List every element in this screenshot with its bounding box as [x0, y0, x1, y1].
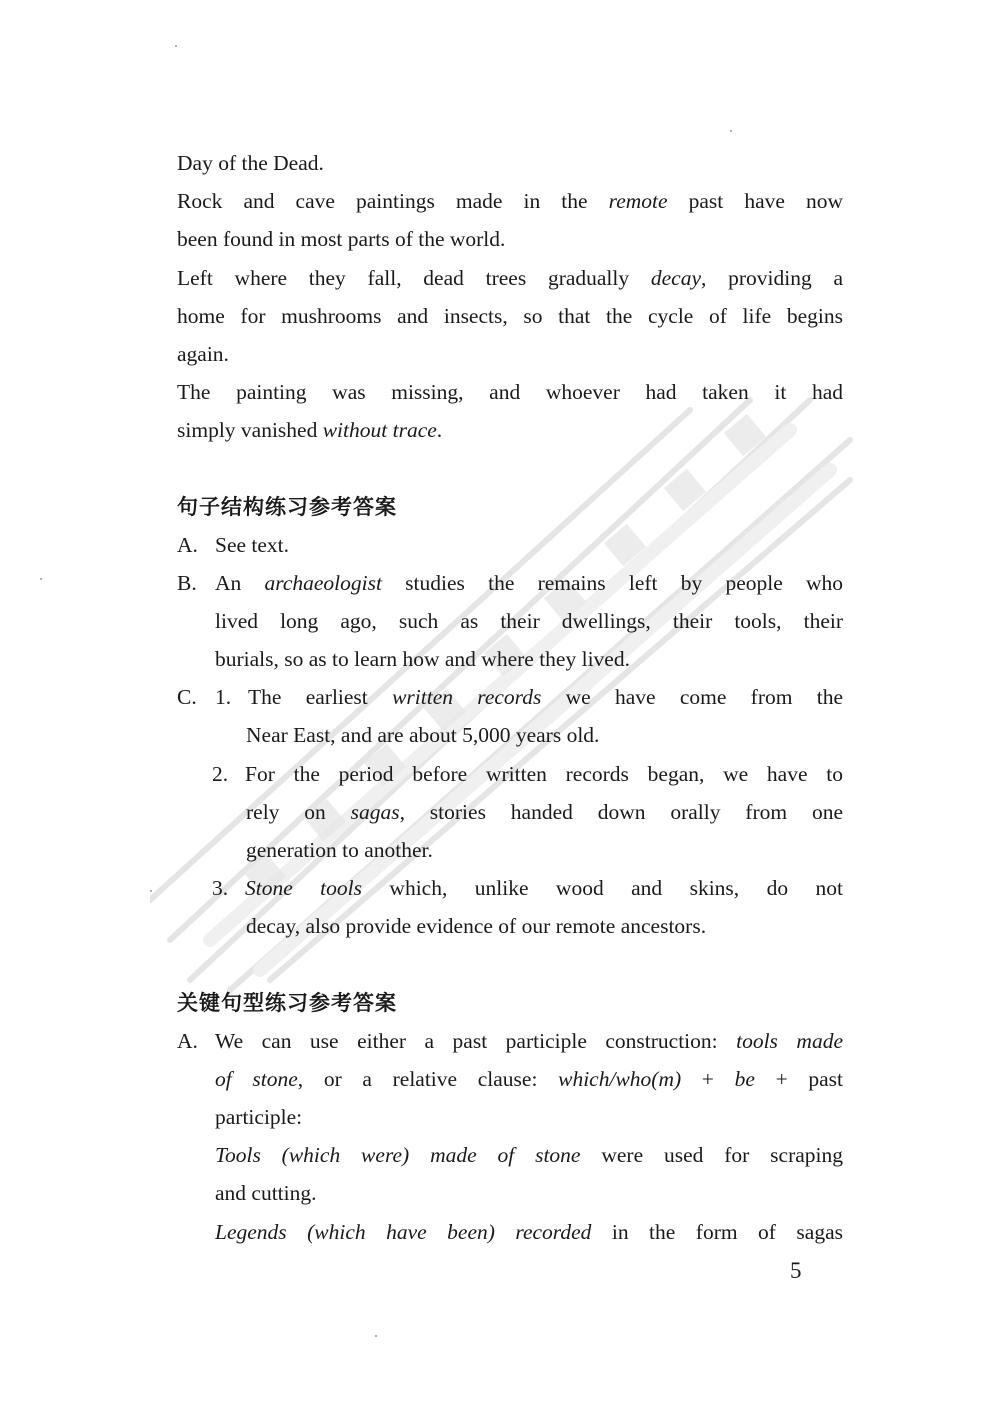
italic-term: of stone: [215, 1066, 298, 1091]
italic-term: decay: [650, 265, 702, 290]
italic-term: written records: [392, 685, 542, 710]
sentence-text: home for mushrooms and insects, so that the cycle of life begins: [177, 303, 843, 328]
answer-c1-line: [177, 678, 843, 716]
example-line: [177, 1136, 843, 1174]
answer-c2-line: [177, 793, 843, 831]
item-number: 3.: [212, 876, 229, 901]
sentence-text: past have now: [667, 189, 844, 214]
sentence-text: simply vanished: [177, 418, 323, 443]
answer-b-line: [177, 640, 843, 678]
answer-text: generation to another.: [246, 838, 433, 862]
answer-text: +: [681, 1066, 735, 1091]
answer-c2-line: [177, 755, 843, 793]
answer-text: decay, also provide evidence of our remote ancestors.: [246, 914, 707, 939]
example-line: [177, 1174, 843, 1212]
section-heading-key-structures: 关键句型练习参考答案: [177, 990, 397, 1015]
answer-text: Near East, and are about 5,000 years old.: [246, 723, 600, 748]
text-line: [177, 297, 843, 335]
answer-text: burials, so as to learn how and where they lived.: [215, 647, 630, 672]
sentence-text: Day of the Dead.: [177, 151, 324, 175]
scan-speck: [150, 890, 152, 892]
italic-term: archaeologist: [264, 570, 382, 595]
answer-a-line: [177, 1060, 843, 1098]
text-line: [177, 220, 843, 258]
answer-b-line: [177, 602, 843, 640]
example-text: were used for scraping: [580, 1143, 844, 1168]
text-line: [177, 411, 843, 449]
answer-text: For the period before written records began, we have to: [245, 761, 843, 786]
italic-term: tools made: [736, 1028, 843, 1053]
italic-term: sagas: [350, 799, 400, 824]
scan-speck: [375, 1335, 377, 1337]
italic-term: Legends: [215, 1219, 287, 1244]
answer-label: A.: [177, 1028, 198, 1053]
answer-b-line: [177, 564, 843, 602]
page-content: [177, 144, 843, 1251]
italic-term: which/who(m): [558, 1066, 682, 1091]
answer-text: The earliest: [248, 685, 393, 710]
italic-term: without trace: [322, 418, 437, 443]
scan-speck: [730, 130, 732, 132]
sentence-text: been found in most parts of the world.: [177, 227, 506, 252]
answer-text: See text.: [215, 532, 290, 557]
sentence-text: .: [436, 418, 443, 443]
answer-c1-line: [177, 716, 843, 754]
answer-c2-line: [177, 831, 843, 869]
sentence-text: Rock and cave paintings made in the: [177, 189, 609, 214]
answer-text: we have come from the: [541, 685, 843, 710]
answer-c3-line: [177, 907, 843, 945]
text-line: [177, 144, 843, 182]
sentence-text: The painting was missing, and whoever had taken it had: [177, 380, 843, 405]
scan-speck: [175, 45, 177, 47]
answer-c3-line: [177, 869, 843, 907]
example-text: in the form of sagas: [591, 1219, 843, 1244]
italic-term: remote: [608, 189, 668, 214]
italic-term: be: [734, 1066, 755, 1091]
sentence-text: , providing a: [701, 265, 844, 290]
answer-text: , stories handed down orally from one: [399, 799, 843, 824]
answer-text: which, unlike wood and skins, do not: [362, 876, 843, 901]
sentence-text: again.: [177, 341, 229, 366]
italic-term: recorded: [515, 1219, 592, 1244]
text-line: [177, 373, 843, 411]
answer-a-line: [177, 1022, 843, 1060]
text-line: [177, 335, 843, 373]
italic-term: Tools: [215, 1143, 261, 1168]
answer-text: + past: [754, 1066, 843, 1091]
answer-text: We can use either a past participle construction:: [215, 1028, 737, 1053]
section-heading-sentence-structure: 句子结构练习参考答案: [177, 494, 397, 519]
answer-text: An: [215, 570, 265, 595]
answer-text: rely on: [246, 799, 351, 824]
answer-text: lived long ago, such as their dwellings, their tools, their: [215, 608, 843, 633]
page-number: 5: [790, 1258, 802, 1283]
italic-term: (which have been): [286, 1219, 516, 1244]
answer-text: , or a relative clause:: [297, 1066, 559, 1091]
answer-label: C.: [177, 685, 197, 710]
sentence-text: Left where they fall, dead trees gradually: [177, 265, 651, 290]
example-line: [177, 1213, 843, 1251]
answer-text: studies the remains left by people who: [381, 570, 843, 595]
answer-a: [177, 526, 843, 564]
italic-term: Stone tools: [245, 876, 362, 901]
text-line: [177, 182, 843, 220]
italic-term: made of stone: [430, 1143, 581, 1168]
text-line: [177, 259, 843, 297]
answer-label: B.: [177, 570, 197, 595]
italic-term: (which were): [260, 1143, 431, 1168]
example-text: and cutting.: [215, 1181, 317, 1206]
answer-text: participle:: [215, 1104, 303, 1129]
scan-speck: [40, 578, 42, 580]
answer-a-line: [177, 1098, 843, 1136]
item-number: 1.: [215, 685, 232, 710]
answer-label: A.: [177, 532, 198, 557]
item-number: 2.: [212, 761, 229, 786]
